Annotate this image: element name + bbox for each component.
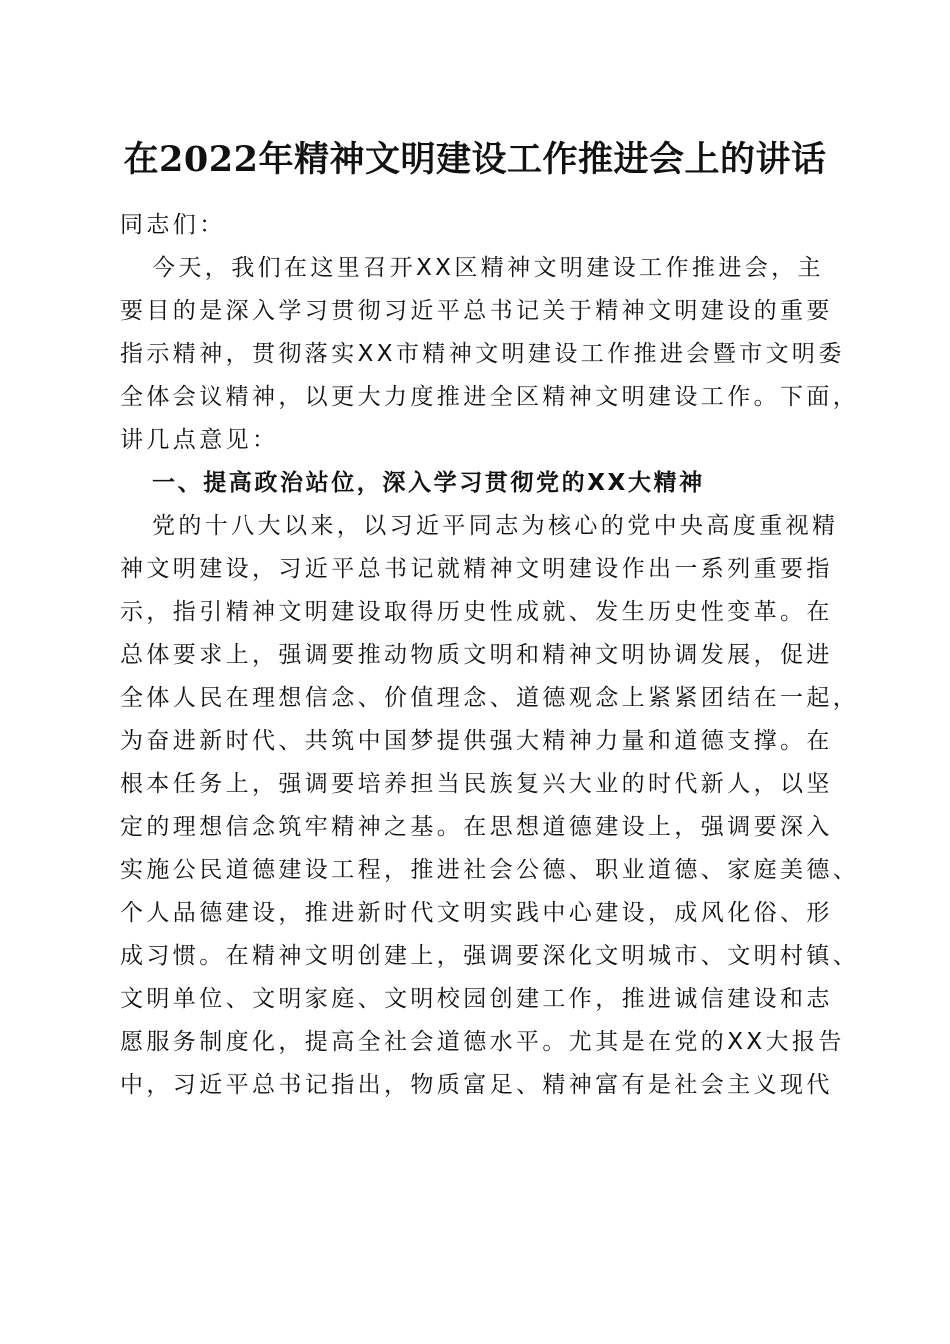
- body-line: 总体要求上，强调要推动物质文明和精神文明协调发展，促进: [120, 642, 833, 668]
- body-line: 示，指引精神文明建设取得历史性成就、发生历史性变革。在: [120, 599, 833, 625]
- salutation-line: 同志们：: [120, 212, 226, 238]
- body-line: 党的十八大以来，以习近平同志为核心的党中央高度重视精: [152, 513, 839, 539]
- body-line: 为奋进新时代、共筑中国梦提供强大精神力量和道德支撑。在: [120, 728, 833, 754]
- document-title: 在2022年精神文明建设工作推进会上的讲话: [123, 139, 827, 180]
- body-line: 指示精神，贯彻落实XX市精神文明建设工作推进会暨市文明委: [120, 341, 845, 367]
- section-heading: 一、提高政治站位，深入学习贯彻党的XX大精神: [152, 470, 705, 496]
- body-line: 定的理想信念筑牢精神之基。在思想道德建设上，强调要深入: [120, 814, 833, 840]
- document-body: [120, 204, 860, 1107]
- body-line: 成习惯。在精神文明创建上，强调要深化文明城市、文明村镇、: [120, 943, 860, 969]
- body-line: 要目的是深入学习贯彻习近平总书记关于精神文明建设的重要: [120, 298, 833, 324]
- body-line: 讲几点意见：: [120, 427, 279, 453]
- body-line: 全体人民在理想信念、价值理念、道德观念上紧紧团结在一起，: [120, 685, 860, 711]
- body-line: 今天，我们在这里召开XX区精神文明建设工作推进会，主: [152, 255, 824, 281]
- body-line: 实施公民道德建设工程，推进社会公德、职业道德、家庭美德、: [120, 857, 860, 883]
- body-line: 个人品德建设，推进新时代文明实践中心建设，成风化俗、形: [120, 900, 833, 926]
- body-line: 愿服务制度化，提高全社会道德水平。尤其是在党的XX大报告: [120, 1029, 845, 1055]
- body-line: 全体会议精神，以更大力度推进全区精神文明建设工作。下面，: [120, 384, 860, 410]
- body-line: 根本任务上，强调要培养担当民族复兴大业的时代新人，以坚: [120, 771, 833, 797]
- body-line: 文明单位、文明家庭、文明校园创建工作，推进诚信建设和志: [120, 986, 833, 1012]
- body-line: 神文明建设，习近平总书记就精神文明建设作出一系列重要指: [120, 556, 833, 582]
- body-line: 中，习近平总书记指出，物质富足、精神富有是社会主义现代: [120, 1072, 833, 1098]
